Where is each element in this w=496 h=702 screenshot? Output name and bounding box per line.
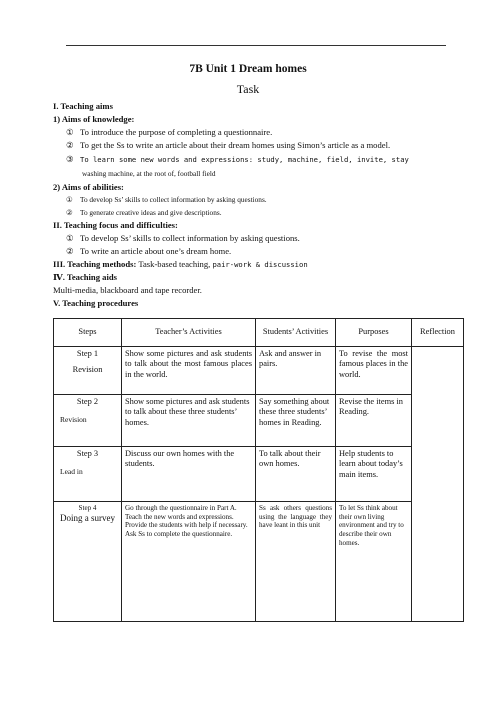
column-header: Reflection <box>412 319 464 347</box>
step-cell: Step 3 Lead in <box>54 447 122 502</box>
column-header: Teacher’s Activities <box>122 319 256 347</box>
knowledge-item: ① To introduce the purpose of completing a questionnaire. <box>66 127 273 137</box>
procedures-heading: V. Teaching procedures <box>53 298 139 308</box>
step-cell: Step 1 Revision <box>54 347 122 395</box>
document-subtitle: Task <box>236 82 260 96</box>
students-cell: Ss ask others questions using the language they have leant in this unit <box>256 502 336 622</box>
abilities-heading: 2) Aims of abilities: <box>53 182 124 192</box>
purpose-cell: Revise the items in Reading. <box>336 395 412 447</box>
purpose-cell: Help students to learn about today’s main items. <box>336 447 412 502</box>
document-title: 7B Unit 1 Dream homes <box>189 63 307 75</box>
step-cell: Step 4 Doing a survey <box>54 502 122 622</box>
students-cell: Ask and answer in pairs. <box>256 347 336 395</box>
abilities-item: ② To generate creative ideas and give descriptions. <box>66 208 222 217</box>
header-rule <box>66 45 446 46</box>
teacher-cell <box>122 502 256 622</box>
knowledge-item: ③ To learn some new words and expressions: study, machine, field, invite, stay <box>66 154 409 164</box>
column-header: Purposes <box>336 319 412 347</box>
teacher-line: Go through the questionnaire in Part A. <box>125 504 237 512</box>
teacher-line: Provide the students with help if necessary. <box>125 521 248 530</box>
table-row <box>54 447 464 502</box>
aids-text: Multi-media, blackboard and tape recorder. <box>53 285 202 295</box>
teacher-line: Teach the new words and expressions. <box>125 512 234 521</box>
column-header: Steps <box>54 319 122 347</box>
purpose-cell: To revise the most famous places in the world. <box>336 347 412 395</box>
purpose-cell: To let Ss think about their own living environment and try to describe their own homes. <box>336 502 412 622</box>
knowledge-item: ② To get the Ss to write an article about their dream homes using Simon’s article as a model. <box>66 140 391 150</box>
step-cell: Step 2 Revision <box>54 395 122 447</box>
knowledge-heading: 1) Aims of knowledge: <box>53 114 135 124</box>
table-header-row <box>54 319 464 347</box>
aids-heading: Ⅳ. Teaching aids <box>53 272 117 282</box>
column-header: Students’ Activities <box>256 319 336 347</box>
focus-item: ① To develop Ss’ skills to collect information by asking questions. <box>66 233 300 243</box>
procedures-table <box>53 318 464 622</box>
teacher-line: Ask Ss to complete the questionnaire. <box>125 529 233 538</box>
knowledge-continuation: washing machine, at the root of, football field <box>82 169 216 178</box>
focus-item: ② To write an article about one’s dream home. <box>66 246 232 256</box>
abilities-item: ① To develop Ss’ skills to collect information by asking questions. <box>66 195 267 204</box>
teacher-cell: Show some pictures and ask students to talk about the most famous places in the world. <box>122 347 256 395</box>
methods-line: III. Teaching methods: Task-based teaching, pair-work & discussion <box>53 259 308 269</box>
focus-heading: II. Teaching focus and difficulties: <box>53 220 178 230</box>
students-cell: To talk about their own homes. <box>256 447 336 502</box>
students-cell: Say something about these three students’ homes in Reading. <box>256 395 336 447</box>
aims-heading: I. Teaching aims <box>53 101 113 111</box>
table-row <box>54 395 464 447</box>
table-row <box>54 347 464 395</box>
reflection-cell <box>412 347 464 622</box>
teacher-cell: Show some pictures and ask students to talk about these three students’ homes. <box>122 395 256 447</box>
table-row <box>54 502 464 622</box>
teacher-cell: Discuss our own homes with the students. <box>122 447 256 502</box>
